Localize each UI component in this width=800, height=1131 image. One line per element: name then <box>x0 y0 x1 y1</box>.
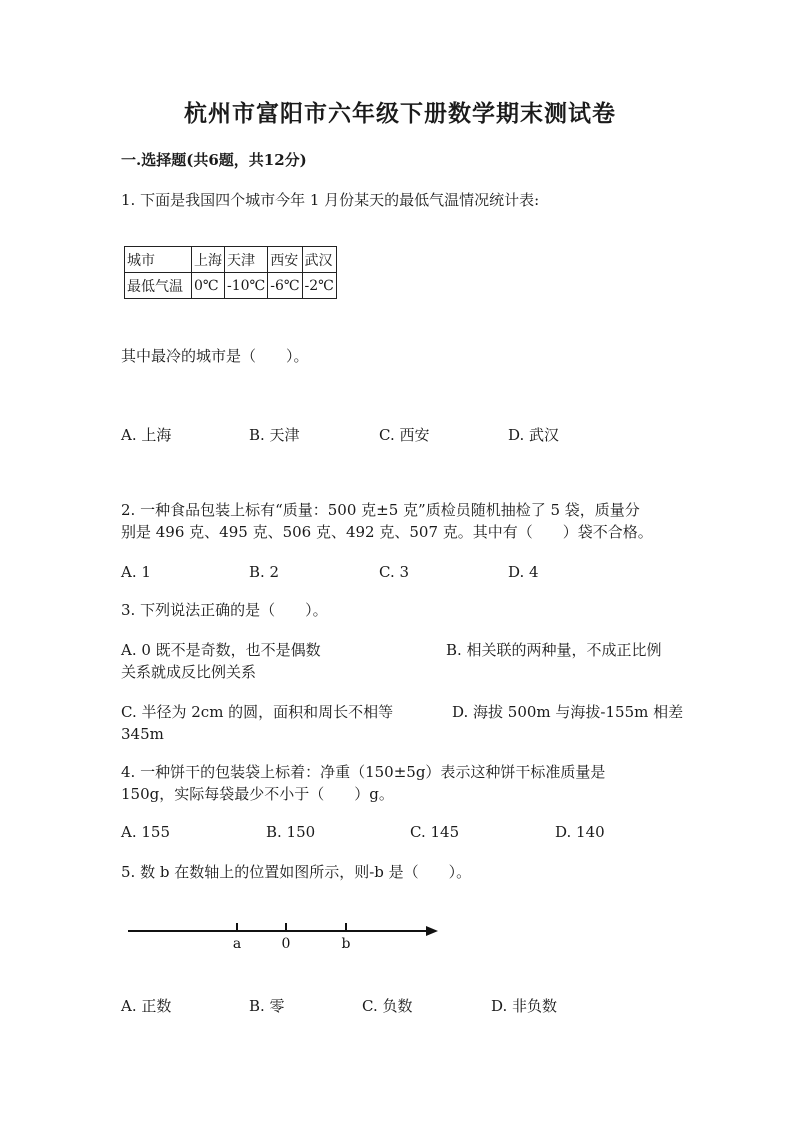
table-row <box>125 247 337 273</box>
number-line-figure <box>120 915 450 955</box>
q1-option-d[interactable]: D. 武汉 <box>508 426 560 444</box>
table-cell: 西安 <box>268 247 302 273</box>
q3-stem: 3. 下列说法正确的是（ ）。 <box>121 601 328 619</box>
table-cell: 武汉 <box>302 247 336 273</box>
q4-option-d[interactable]: D. 140 <box>555 823 605 841</box>
q5-option-b[interactable]: B. 零 <box>249 997 285 1015</box>
table-row <box>125 273 337 299</box>
table-cell: -6℃ <box>268 273 302 299</box>
table-cell: 城市 <box>125 247 192 273</box>
q1-stem: 1. 下面是我国四个城市今年 1 月份某天的最低气温情况统计表: <box>121 191 540 209</box>
q5-option-c[interactable]: C. 负数 <box>362 997 413 1015</box>
q2-option-a[interactable]: A. 1 <box>121 563 151 581</box>
table-cell: -2℃ <box>302 273 336 299</box>
section-heading: 一.选择题(共6题，共12分) <box>121 151 307 169</box>
q3-option-d[interactable]: D. 海拔 500m 与海拔-155m 相差 <box>452 703 684 721</box>
q3-option-b-continued: 关系就成反比例关系 <box>121 663 257 681</box>
table-cell: -10℃ <box>225 273 268 299</box>
table-cell: 上海 <box>192 247 225 273</box>
q2-option-c[interactable]: C. 3 <box>379 563 410 581</box>
q4-option-a[interactable]: A. 155 <box>121 823 170 841</box>
q4-option-b[interactable]: B. 150 <box>266 823 316 841</box>
q1-option-b[interactable]: B. 天津 <box>249 426 300 444</box>
axis-arrow-icon <box>426 926 438 936</box>
q3-option-c[interactable]: C. 半径为 2cm 的圆，面积和周长不相等 <box>121 703 394 721</box>
q1-option-c[interactable]: C. 西安 <box>379 426 430 444</box>
q5-option-d[interactable]: D. 非负数 <box>491 997 558 1015</box>
q2-stem-line2: 别是 496 克、495 克、506 克、492 克、507 克。其中有（ ）袋不合格。 <box>121 523 653 541</box>
q3-option-d-continued: 345m <box>121 725 164 743</box>
q4-stem-line2: 150g，实际每袋最少不小于（ ）g。 <box>121 785 394 803</box>
temperature-table <box>124 246 337 299</box>
q3-option-a[interactable]: A. 0 既不是奇数，也不是偶数 <box>121 641 321 659</box>
q5-option-a[interactable]: A. 正数 <box>121 997 172 1015</box>
q4-option-c[interactable]: C. 145 <box>410 823 460 841</box>
q2-option-b[interactable]: B. 2 <box>249 563 280 581</box>
q5-stem: 5. 数 b 在数轴上的位置如图所示，则-b 是（ ）。 <box>121 863 472 881</box>
q3-option-b[interactable]: B. 相关联的两种量，不成正比例 <box>446 641 662 659</box>
q1-option-a[interactable]: A. 上海 <box>121 426 172 444</box>
q4-stem-line1: 4. 一种饼干的包装袋上标着：净重（150±5g）表示这种饼干标准质量是 <box>121 763 606 781</box>
page-title: 杭州市富阳市六年级下册数学期末测试卷 <box>184 100 616 127</box>
q2-stem-line1: 2. 一种食品包装上标有“质量：500 克±5 克”质检员随机抽检了 5 袋，质量分 <box>121 501 640 519</box>
table-cell: 天津 <box>225 247 268 273</box>
axis-label-b: b <box>341 936 351 952</box>
table-cell: 0℃ <box>192 273 225 299</box>
q1-question: 其中最冷的城市是（ ）。 <box>121 347 309 365</box>
axis-label-a: a <box>232 936 242 952</box>
q2-option-d[interactable]: D. 4 <box>508 563 539 581</box>
table-cell: 最低气温 <box>125 273 192 299</box>
axis-label-zero: 0 <box>281 936 291 952</box>
